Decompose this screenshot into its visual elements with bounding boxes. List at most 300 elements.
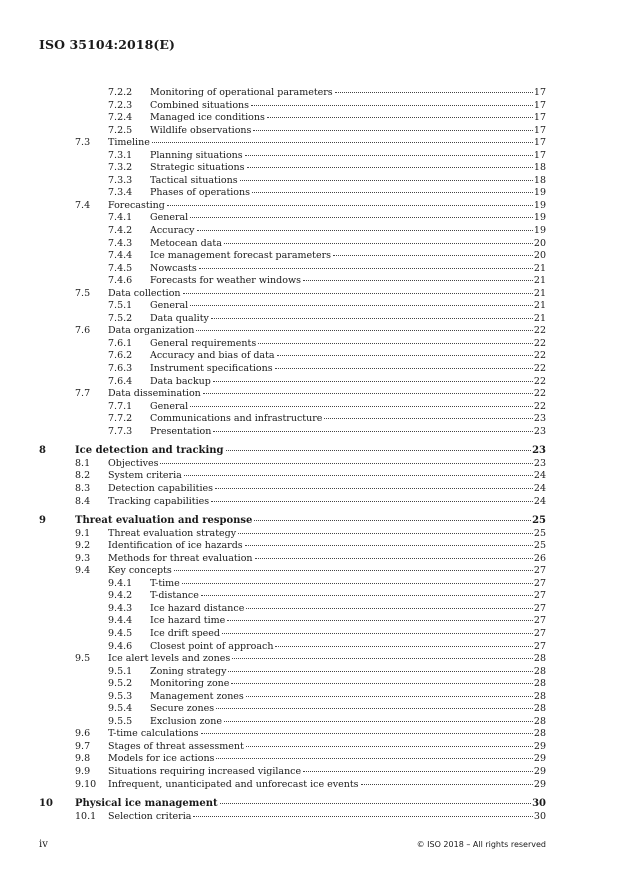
toc-entry[interactable] xyxy=(0,741,620,754)
toc-entry-page: 23 xyxy=(533,425,546,437)
toc-entry[interactable] xyxy=(0,515,620,528)
table-of-contents xyxy=(0,87,620,823)
toc-entry-number: 9.4.5 xyxy=(108,627,133,639)
toc-entry[interactable] xyxy=(0,641,620,654)
toc-entry-leader-line xyxy=(150,162,546,175)
toc-entry-page: 17 xyxy=(533,137,546,149)
toc-entry[interactable] xyxy=(0,716,620,729)
toc-entry[interactable] xyxy=(0,413,620,426)
dot-leader xyxy=(197,230,545,231)
toc-entry-leader-line xyxy=(150,338,546,351)
toc-entry-leader-line xyxy=(150,187,546,200)
toc-entry-page: 22 xyxy=(533,337,546,349)
toc-entry[interactable] xyxy=(0,225,620,238)
toc-entry-title: T-distance xyxy=(150,590,199,602)
dot-leader xyxy=(174,570,545,571)
toc-entry-number: 9.4.2 xyxy=(108,590,133,602)
dot-leader xyxy=(251,105,545,106)
toc-entry-leader-line xyxy=(150,212,546,225)
toc-entry-page: 30 xyxy=(533,810,546,822)
toc-entry-page: 25 xyxy=(533,540,546,552)
toc-entry-leader-line xyxy=(150,350,546,363)
toc-entry[interactable] xyxy=(0,553,620,566)
toc-entry-number: 7.6.3 xyxy=(108,363,133,375)
dot-leader xyxy=(193,816,545,817)
dot-leader xyxy=(228,671,545,672)
toc-entry-leader-line xyxy=(150,275,546,288)
toc-entry-page: 27 xyxy=(533,627,546,639)
toc-entry-title: Secure zones xyxy=(150,703,215,715)
toc-entry[interactable] xyxy=(0,187,620,200)
toc-entry-title: Threat evaluation strategy xyxy=(108,527,237,539)
toc-entry[interactable] xyxy=(0,87,620,100)
toc-entry-title: Forecasting xyxy=(108,199,165,211)
toc-entry-number: 9.10 xyxy=(75,778,97,790)
toc-entry[interactable] xyxy=(0,666,620,679)
toc-entry-leader-line xyxy=(150,112,546,125)
section-gap xyxy=(0,508,620,515)
toc-entry-leader-line xyxy=(75,798,546,811)
toc-entry-leader-line xyxy=(150,150,546,163)
dot-leader xyxy=(190,305,545,306)
toc-entry[interactable] xyxy=(0,483,620,496)
dot-leader xyxy=(303,771,545,772)
toc-entry-number: 8 xyxy=(39,445,46,457)
toc-entry-leader-line xyxy=(150,175,546,188)
toc-entry-page: 20 xyxy=(533,250,546,262)
dot-leader xyxy=(246,608,545,609)
toc-entry-number: 9.5.3 xyxy=(108,690,133,702)
dot-leader xyxy=(277,355,545,356)
toc-entry-number: 10 xyxy=(39,798,53,810)
toc-entry-page: 29 xyxy=(533,753,546,765)
toc-entry-title: General requirements xyxy=(150,337,257,349)
toc-entry-page: 21 xyxy=(533,300,546,312)
toc-entry[interactable] xyxy=(0,678,620,691)
toc-entry-leader-line xyxy=(108,528,546,541)
toc-entry-title: General xyxy=(150,300,189,312)
toc-entry[interactable] xyxy=(0,275,620,288)
toc-entry-number: 9.3 xyxy=(75,552,91,564)
toc-entry[interactable] xyxy=(0,426,620,439)
toc-entry-title: Zoning strategy xyxy=(150,665,227,677)
toc-entry[interactable] xyxy=(0,388,620,401)
toc-entry-page: 24 xyxy=(533,495,546,507)
toc-entry[interactable] xyxy=(0,175,620,188)
toc-entry-page: 18 xyxy=(533,174,546,186)
toc-entry-leader-line xyxy=(150,238,546,251)
toc-entry-number: 9.4.4 xyxy=(108,615,133,627)
toc-entry-page: 23 xyxy=(533,457,546,469)
toc-entry-number: 7.6.2 xyxy=(108,350,133,362)
dot-leader xyxy=(252,192,545,193)
dot-leader xyxy=(246,746,545,747)
toc-entry-number: 7.3.3 xyxy=(108,174,133,186)
dot-leader xyxy=(222,633,545,634)
toc-entry-number: 7.4.1 xyxy=(108,212,133,224)
toc-entry-page: 22 xyxy=(533,363,546,375)
toc-entry-leader-line xyxy=(108,553,546,566)
toc-entry-leader-line xyxy=(150,666,546,679)
toc-entry-number: 7.2.4 xyxy=(108,112,133,124)
toc-entry-leader-line xyxy=(150,578,546,591)
toc-entry-leader-line xyxy=(150,628,546,641)
toc-entry-number: 9.4.3 xyxy=(108,602,133,614)
dot-leader xyxy=(335,92,545,93)
toc-entry-page: 24 xyxy=(533,482,546,494)
toc-entry-number: 7.3.1 xyxy=(108,149,133,161)
dot-leader xyxy=(201,733,545,734)
toc-entry-leader-line xyxy=(108,470,546,483)
toc-entry-leader-line xyxy=(108,388,546,401)
dot-leader xyxy=(238,533,545,534)
toc-entry-page: 28 xyxy=(533,728,546,740)
toc-entry[interactable] xyxy=(0,363,620,376)
toc-entry-title: Data collection xyxy=(108,287,181,299)
toc-entry-title: Identification of ice hazards xyxy=(108,540,243,552)
dot-leader xyxy=(190,406,545,407)
toc-entry[interactable] xyxy=(0,313,620,326)
toc-entry-number: 9.5.1 xyxy=(108,665,133,677)
toc-entry-leader-line xyxy=(150,100,546,113)
toc-entry[interactable] xyxy=(0,338,620,351)
toc-entry[interactable] xyxy=(0,615,620,628)
dot-leader xyxy=(213,431,545,432)
toc-entry[interactable] xyxy=(0,200,620,213)
dot-leader xyxy=(275,368,545,369)
toc-entry-title: Models for ice actions xyxy=(108,753,215,765)
dot-leader xyxy=(247,167,545,168)
toc-entry-leader-line xyxy=(108,458,546,471)
dot-leader xyxy=(183,293,545,294)
dot-leader xyxy=(211,501,545,502)
toc-entry-leader-line xyxy=(150,250,546,263)
toc-entry-number: 9.1 xyxy=(75,527,91,539)
toc-entry-leader-line xyxy=(150,413,546,426)
dot-leader xyxy=(216,708,545,709)
section-gap xyxy=(0,438,620,445)
toc-entry-number: 7.4.2 xyxy=(108,225,133,237)
toc-entry-number: 7.5 xyxy=(75,287,91,299)
toc-entry-title: Ice management forecast parameters xyxy=(150,250,331,262)
toc-entry-title: Monitoring of operational parameters xyxy=(150,87,333,98)
toc-entry-page: 23 xyxy=(532,445,546,457)
toc-entry-leader-line xyxy=(150,641,546,654)
toc-entry[interactable] xyxy=(0,250,620,263)
toc-entry-leader-line xyxy=(150,87,546,100)
toc-entry-number: 7.3.4 xyxy=(108,187,133,199)
toc-entry-page: 27 xyxy=(533,565,546,577)
toc-entry-title: Closest point of approach xyxy=(150,640,274,652)
dot-leader xyxy=(182,583,545,584)
toc-entry-number: 7.4.4 xyxy=(108,250,133,262)
toc-entry-title: Ice hazard time xyxy=(150,615,226,627)
toc-entry-page: 21 xyxy=(533,287,546,299)
toc-entry-leader-line xyxy=(75,445,546,458)
toc-entry-page: 22 xyxy=(533,400,546,412)
toc-entry[interactable] xyxy=(0,528,620,541)
dot-leader xyxy=(216,758,545,759)
toc-entry-page: 21 xyxy=(533,312,546,324)
toc-entry-page: 17 xyxy=(533,99,546,111)
toc-entry[interactable] xyxy=(0,766,620,779)
toc-entry-page: 20 xyxy=(533,237,546,249)
document-id-header: ISO 35104:2018(E) xyxy=(39,37,176,52)
toc-entry-page: 27 xyxy=(533,577,546,589)
toc-entry[interactable] xyxy=(0,590,620,603)
toc-entry[interactable] xyxy=(0,753,620,766)
toc-entry[interactable] xyxy=(0,540,620,553)
toc-entry-title: Ice detection and tracking xyxy=(75,445,224,457)
toc-entry-number: 9.5 xyxy=(75,653,91,665)
toc-entry-page: 30 xyxy=(532,798,546,810)
dot-leader xyxy=(215,488,545,489)
toc-entry-leader-line xyxy=(108,483,546,496)
toc-entry-title: Forecasts for weather windows xyxy=(150,275,301,287)
toc-entry-title: Management zones xyxy=(150,690,244,702)
toc-entry-number: 9.4.1 xyxy=(108,577,133,589)
toc-entry-title: Nowcasts xyxy=(150,262,197,274)
toc-entry[interactable] xyxy=(0,798,620,811)
dot-leader xyxy=(253,130,545,131)
toc-entry-number: 7.3 xyxy=(75,137,91,149)
toc-entry-leader-line xyxy=(108,565,546,578)
toc-entry[interactable] xyxy=(0,300,620,313)
toc-entry-number: 7.4.3 xyxy=(108,237,133,249)
toc-entry-title: Ice hazard distance xyxy=(150,602,245,614)
toc-entry-page: 22 xyxy=(533,350,546,362)
dot-leader xyxy=(220,803,545,804)
toc-entry[interactable] xyxy=(0,496,620,509)
toc-entry-title: Ice drift speed xyxy=(150,627,221,639)
toc-entry-number: 7.6 xyxy=(75,325,91,337)
dot-leader xyxy=(203,393,545,394)
toc-entry-number: 7.6.1 xyxy=(108,337,133,349)
toc-entry-number: 7.6.4 xyxy=(108,375,133,387)
toc-entry[interactable] xyxy=(0,445,620,458)
toc-entry-title: Managed ice conditions xyxy=(150,112,265,124)
toc-entry-leader-line xyxy=(150,263,546,276)
toc-entry-number: 9.6 xyxy=(75,728,91,740)
dot-leader xyxy=(254,520,545,521)
toc-entry-number: 7.7 xyxy=(75,388,91,400)
toc-entry-title: Instrument specifications xyxy=(150,363,273,375)
toc-entry-page: 19 xyxy=(533,212,546,224)
toc-entry-number: 7.7.1 xyxy=(108,400,133,412)
toc-entry[interactable] xyxy=(0,212,620,225)
toc-entry-leader-line xyxy=(150,691,546,704)
dot-leader xyxy=(303,280,545,281)
toc-entry-number: 7.7.2 xyxy=(108,413,133,425)
dot-leader xyxy=(231,683,545,684)
toc-entry-title: Objectives xyxy=(108,457,159,469)
dot-leader xyxy=(361,784,545,785)
toc-entry-page: 21 xyxy=(533,275,546,287)
toc-entry[interactable] xyxy=(0,238,620,251)
toc-entry-number: 9.5.5 xyxy=(108,715,133,727)
toc-entry-leader-line xyxy=(108,540,546,553)
dot-leader xyxy=(245,545,545,546)
copyright-notice: © ISO 2018 – All rights reserved xyxy=(416,840,546,849)
toc-entry-number: 9.2 xyxy=(75,540,91,552)
dot-leader xyxy=(211,318,545,319)
toc-entry-title: Key concepts xyxy=(108,565,172,577)
toc-entry-title: Situations requiring increased vigilance xyxy=(108,765,302,777)
toc-entry[interactable] xyxy=(0,350,620,363)
toc-entry-leader-line xyxy=(150,603,546,616)
dot-leader xyxy=(232,658,545,659)
toc-entry-leader-line xyxy=(108,288,546,301)
toc-entry[interactable] xyxy=(0,691,620,704)
toc-entry-title: Wildlife observations xyxy=(150,124,252,136)
toc-entry-title: Physical ice management xyxy=(75,798,218,810)
toc-entry-leader-line xyxy=(150,300,546,313)
toc-entry-page: 27 xyxy=(533,615,546,627)
toc-entry-page: 23 xyxy=(533,413,546,425)
toc-entry-title: Tracking capabilities xyxy=(108,495,210,507)
dot-leader xyxy=(240,180,545,181)
toc-entry-title: Communications and infrastructure xyxy=(150,413,323,425)
toc-entry[interactable] xyxy=(0,100,620,113)
toc-entry-number: 7.2.3 xyxy=(108,99,133,111)
toc-entry-leader-line xyxy=(150,716,546,729)
toc-entry[interactable] xyxy=(0,125,620,138)
toc-entry-title: T-time xyxy=(150,577,180,589)
toc-entry[interactable] xyxy=(0,458,620,471)
toc-entry-title: Accuracy xyxy=(150,225,195,237)
toc-entry-number: 8.1 xyxy=(75,457,91,469)
toc-entry[interactable] xyxy=(0,376,620,389)
dot-leader xyxy=(324,418,545,419)
dot-leader xyxy=(201,595,545,596)
toc-entry-leader-line xyxy=(150,313,546,326)
toc-entry-leader-line xyxy=(150,125,546,138)
toc-entry-title: Data quality xyxy=(150,312,209,324)
toc-entry-title: Threat evaluation and response xyxy=(75,515,253,527)
toc-entry[interactable] xyxy=(0,578,620,591)
toc-entry-number: 8.4 xyxy=(75,495,91,507)
toc-entry-page: 27 xyxy=(533,602,546,614)
toc-entry-page: 18 xyxy=(533,162,546,174)
toc-entry-page: 25 xyxy=(532,515,546,527)
dot-leader xyxy=(224,721,545,722)
toc-entry-page: 24 xyxy=(533,470,546,482)
toc-entry-leader-line xyxy=(108,137,546,150)
toc-entry-page: 19 xyxy=(533,199,546,211)
toc-entry[interactable] xyxy=(0,162,620,175)
toc-entry[interactable] xyxy=(0,470,620,483)
toc-entry-page: 17 xyxy=(533,149,546,161)
toc-entry-page: 19 xyxy=(533,187,546,199)
toc-entry-leader-line xyxy=(108,496,546,509)
toc-entry-leader-line xyxy=(150,401,546,414)
toc-entry-leader-line xyxy=(108,766,546,779)
toc-entry-number: 7.5.2 xyxy=(108,312,133,324)
toc-entry[interactable] xyxy=(0,263,620,276)
toc-entry-number: 8.2 xyxy=(75,470,91,482)
toc-entry[interactable] xyxy=(0,703,620,716)
toc-entry-title: Phases of operations xyxy=(150,187,251,199)
toc-entry[interactable] xyxy=(0,653,620,666)
dot-leader xyxy=(258,343,545,344)
toc-entry[interactable] xyxy=(0,288,620,301)
section-gap xyxy=(0,791,620,798)
toc-entry-page: 28 xyxy=(533,715,546,727)
toc-entry-number: 9.8 xyxy=(75,753,91,765)
toc-entry-title: Infrequent, unanticipated and unforecast ice events xyxy=(108,778,359,790)
toc-entry[interactable] xyxy=(0,401,620,414)
toc-entry-title: Data backup xyxy=(150,375,211,387)
dot-leader xyxy=(167,205,545,206)
dot-leader xyxy=(199,268,545,269)
toc-entry-leader-line xyxy=(108,779,546,792)
toc-entry[interactable] xyxy=(0,112,620,125)
dot-leader xyxy=(267,117,545,118)
toc-entry-number: 7.4 xyxy=(75,199,91,211)
toc-entry-leader-line xyxy=(108,325,546,338)
toc-entry-leader-line xyxy=(108,811,546,824)
toc-entry-title: Tactical situations xyxy=(150,174,238,186)
toc-entry-page: 28 xyxy=(533,703,546,715)
toc-entry-number: 9.4.6 xyxy=(108,640,133,652)
toc-entry-title: Selection criteria xyxy=(108,810,192,822)
toc-entry-page: 28 xyxy=(533,690,546,702)
toc-entry-title: Monitoring zone xyxy=(150,678,230,690)
toc-entry-leader-line xyxy=(150,376,546,389)
toc-entry[interactable] xyxy=(0,137,620,150)
toc-entry[interactable] xyxy=(0,325,620,338)
toc-entry[interactable] xyxy=(0,565,620,578)
toc-entry-leader-line xyxy=(150,363,546,376)
toc-entry-page: 22 xyxy=(533,388,546,400)
toc-entry-title: Ice alert levels and zones xyxy=(108,653,231,665)
dot-leader xyxy=(333,255,545,256)
toc-entry-page: 29 xyxy=(533,765,546,777)
toc-entry-leader-line xyxy=(108,753,546,766)
toc-entry[interactable] xyxy=(0,603,620,616)
toc-entry-title: System criteria xyxy=(108,470,182,482)
toc-entry[interactable] xyxy=(0,811,620,824)
toc-entry-page: 17 xyxy=(533,87,546,98)
toc-entry[interactable] xyxy=(0,728,620,741)
toc-entry[interactable] xyxy=(0,150,620,163)
dot-leader xyxy=(245,155,545,156)
toc-entry-title: Metocean data xyxy=(150,237,222,249)
toc-entry-page: 27 xyxy=(533,640,546,652)
toc-entry-title: Combined situations xyxy=(150,99,250,111)
toc-entry-title: T-time calculations xyxy=(108,728,199,740)
toc-entry-page: 29 xyxy=(533,778,546,790)
toc-entry-number: 9.9 xyxy=(75,765,91,777)
toc-entry-page: 29 xyxy=(533,740,546,752)
toc-entry-leader-line xyxy=(108,653,546,666)
toc-entry-number: 9 xyxy=(39,515,46,527)
toc-entry-number: 9.5.4 xyxy=(108,703,133,715)
toc-entry-number: 7.2.2 xyxy=(108,87,133,98)
toc-entry-page: 22 xyxy=(533,375,546,387)
toc-entry-number: 9.4 xyxy=(75,565,91,577)
toc-entry-page: 21 xyxy=(533,262,546,274)
dot-leader xyxy=(224,243,545,244)
toc-entry[interactable] xyxy=(0,628,620,641)
toc-entry-number: 9.7 xyxy=(75,740,91,752)
dot-leader xyxy=(213,381,545,382)
toc-entry-title: Accuracy and bias of data xyxy=(150,350,275,362)
toc-entry[interactable] xyxy=(0,779,620,792)
toc-entry-leader-line xyxy=(108,200,546,213)
toc-entry-page: 28 xyxy=(533,653,546,665)
toc-entry-title: Timeline xyxy=(108,137,150,149)
